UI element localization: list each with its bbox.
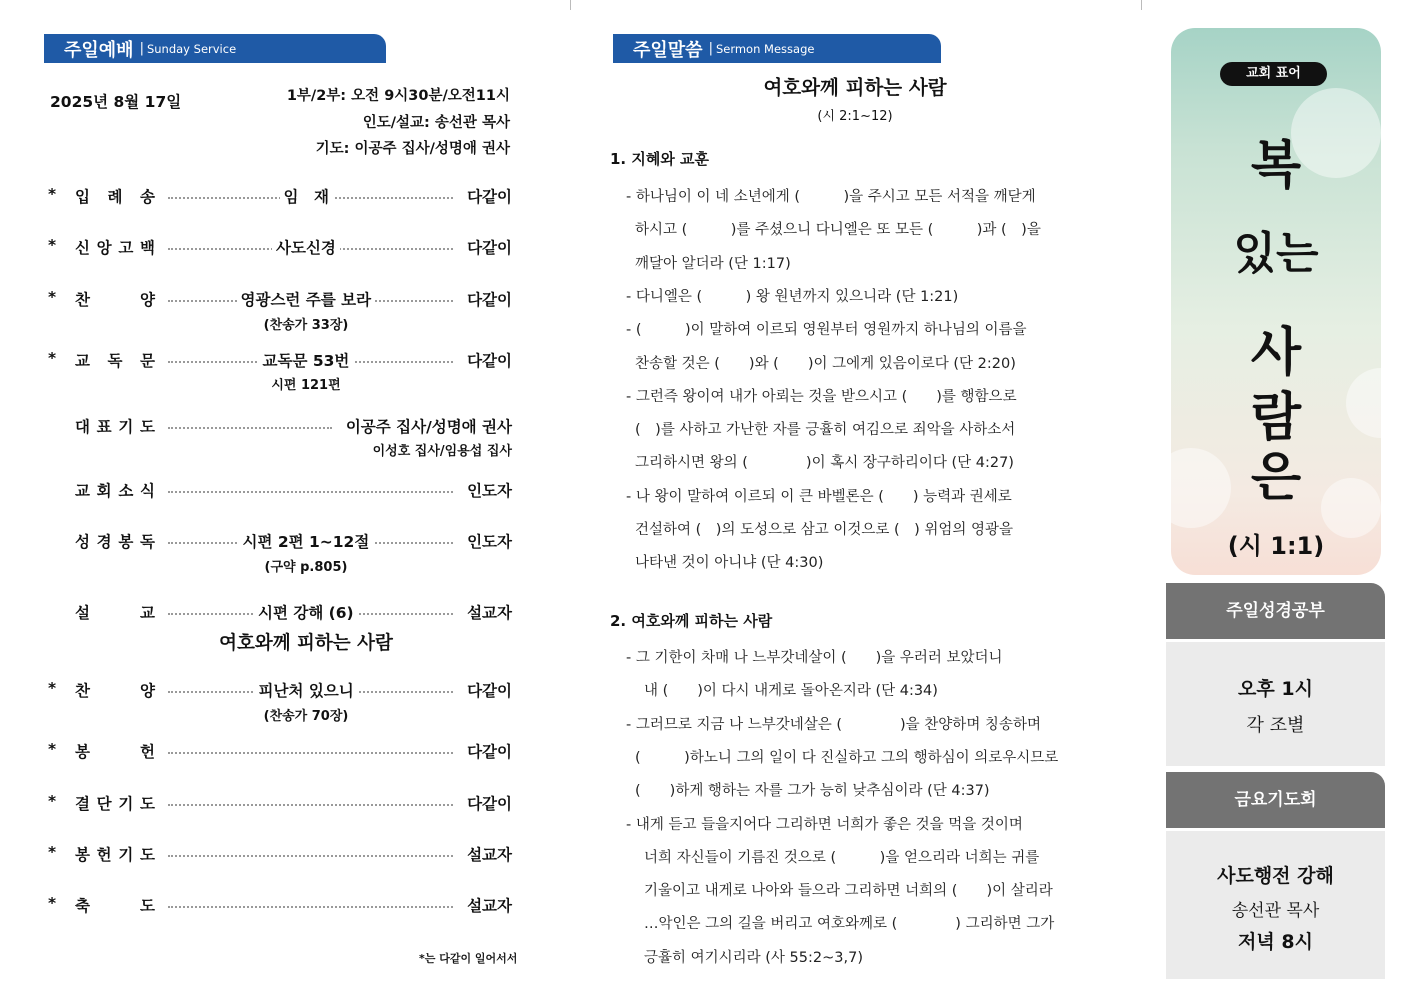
name-char: 양 [140,682,155,700]
bible-study-box [1166,642,1385,766]
name-char: 축 [75,897,90,915]
name-char: 도 [140,897,155,915]
name-char: 찬 [75,682,90,700]
service-item-leader: 인도자 [467,533,512,551]
service-item-name [75,415,155,437]
service-item-note: (찬송가 70장) [263,709,349,724]
service-item-leader: 다같이 [467,188,512,206]
sermon-header-underline [613,61,941,63]
sermon-line: 하시고 ( )를 주셨으니 다니엘은 또 모든 ( )과 ( )을 [635,222,1041,239]
service-item [48,288,512,312]
name-char: 결 [75,795,90,813]
service-item-leader: 다같이 [467,795,512,813]
standing-note: *는 다같이 일어서서 [419,952,518,965]
service-item-name [75,740,155,762]
sermon-reference: (시 2:1~12) [817,109,893,124]
service-header [44,34,386,63]
sermon-line: ( )하게 행하는 자를 그가 능히 낮추심이라 (단 4:37) [635,783,990,800]
sermon-line: - 다니엘은 ( ) 왕 원년까지 있으니라 (단 1:21) [626,288,959,305]
sermon-line: ( )를 사하고 가난한 자를 긍휼히 여김으로 죄악을 사하소서 [635,422,1016,439]
sermon-line: 깨달아 알더라 (단 1:17) [635,255,791,272]
bible-study-detail: 각 조별 [1246,715,1305,736]
standing-marker: * [48,894,57,912]
service-item-note: 시편 121편 [271,378,341,393]
fold-mark-right [1141,0,1142,10]
service-header-title: 주일예배 [64,39,134,61]
service-date: 2025년 8월 17일 [50,93,182,111]
name-char: 입 [75,188,90,206]
bible-study-time: 오후 1시 [1238,678,1313,700]
sermon-line: 너희 자신들이 기름진 것으로 ( )을 얻으리라 너희는 귀를 [644,849,1040,866]
sermon-header-title: 주일말씀 [633,39,703,61]
service-item-leader: 다같이 [467,239,512,257]
friday-prayer-tab: 금요기도회 [1166,772,1385,828]
name-char: 교 [140,604,155,622]
service-item-leader: 인도자 [467,482,512,500]
service-item-name [75,349,155,371]
name-char: 앙 [96,239,112,257]
service-item-leader: 설교자 [467,897,512,915]
standing-marker: * [48,679,57,697]
sermon-header-subtitle: Sermon Message [715,41,815,56]
service-item [48,740,512,764]
service-item-content: 시편 2편 1~12절 [239,530,374,552]
sermon-title: 여호와께 피하는 사람 [763,76,947,99]
service-item [48,349,512,373]
motto-char: 람 [1250,387,1302,448]
service-item-name [75,288,155,310]
name-char: 경 [96,533,112,551]
sermon-title-in-order: 여호와께 피하는 사람 [219,633,393,654]
sermon-section-heading: 1. 지혜와 교훈 [610,150,710,168]
name-char: 도 [140,795,155,813]
service-header-underline [44,61,386,63]
sermon-line: 내 ( )이 다시 내게로 돌아온지라 (단 4:34) [644,683,938,700]
name-char: 송 [140,188,155,206]
service-item-leader: 다같이 [467,743,512,761]
service-item [48,792,512,816]
service-info [200,84,510,164]
service-item-name [75,843,155,865]
service-item-name [75,601,155,623]
friday-time: 저녁 8시 [1238,931,1313,953]
name-char: 회 [96,482,112,500]
sermon-line: 긍휼히 여기시리라 (사 55:2~3,7) [644,949,863,966]
sermon-line: - 그러므로 지금 나 느부갓네살은 ( )을 찬양하며 칭송하며 [626,716,1041,733]
service-leader: 인도/설교: 송선관 목사 [362,115,510,131]
service-item [48,236,512,260]
motto-char: 사 [1250,322,1302,383]
leader-dots [168,804,453,806]
standing-marker: * [48,236,57,254]
friday-topic: 사도행전 강해 [1217,865,1334,887]
service-item-leader: 이공주 집사/성명애 권사 [345,418,512,436]
name-char: 대 [75,418,90,436]
friday-pastor: 송선관 목사 [1231,901,1320,921]
name-char: 표 [96,418,112,436]
name-char: 도 [140,418,155,436]
header-divider: | [708,41,713,56]
standing-marker: * [48,740,57,758]
sermon-line: - ( )이 말하여 이르되 영원부터 영원까지 하나님의 이름을 [626,322,1027,339]
name-char: 식 [140,482,155,500]
service-item [48,894,512,918]
name-char: 찬 [75,291,90,309]
service-item-content: 피난처 있으니 [255,679,358,701]
standing-marker: * [48,843,57,861]
service-item [48,415,512,439]
name-char: 봉 [75,846,90,864]
name-char: 례 [107,188,123,206]
service-item [48,679,512,703]
sermon-line: - 그런즉 왕이여 내가 아뢰는 것을 받으시고 ( )를 행함으로 [626,388,1017,405]
name-char: 백 [140,239,155,257]
service-item-note: (구약 p.805) [264,560,348,575]
name-char: 헌 [96,846,112,864]
leader-dots [168,855,453,857]
service-item-name [75,894,155,916]
sermon-line: ( )하노니 그의 일이 다 진실하고 그의 행하심이 의로우시므로 [635,749,1059,766]
standing-marker: * [48,185,57,203]
leader-dots [168,906,453,908]
sermon-line: - 나 왕이 말하여 이르되 이 큰 바벨론은 ( ) 능력과 권세로 [626,488,1012,505]
sermon-header [613,34,941,63]
service-prayer: 기도: 이공주 집사/성명애 권사 [315,141,510,157]
service-item-name [75,185,155,207]
service-item-content: 시편 강해 (6) [254,601,358,623]
leader-dots [168,752,453,754]
service-item-leader: 다같이 [467,291,512,309]
name-char: 도 [140,846,155,864]
name-char: 양 [140,291,155,309]
sermon-line: - 그 기한이 차매 나 느부갓네살이 ( )을 우러러 보았더니 [626,650,1003,666]
name-char: 기 [118,418,134,436]
bible-study-tab: 주일성경공부 [1166,583,1385,639]
name-char: 봉 [118,533,134,551]
motto-reference: (시 1:1) [1227,532,1325,560]
sermon-section-heading: 2. 여호와께 피하는 사람 [610,612,773,630]
name-char: 고 [118,239,134,257]
friday-prayer-box [1166,831,1385,979]
name-char: 헌 [140,743,155,761]
service-item-content: 영광스런 주를 보라 [237,288,376,310]
sermon-line: - 하나님이 이 네 소년에게 ( )을 주시고 모든 서적을 깨닫게 [626,189,1036,205]
service-item-name [75,679,155,701]
service-item [48,479,512,503]
sermon-line: 찬송할 것은 ( )와 ( )이 그에게 있음이로다 (단 2:20) [635,355,1016,372]
name-char: 문 [140,352,155,370]
service-item-leader: 설교자 [467,604,512,622]
service-item-leader: 설교자 [467,846,512,864]
service-item [48,530,512,554]
service-item-name [75,479,155,501]
service-header-subtitle: Sunday Service [146,41,237,56]
header-divider: | [139,41,144,56]
name-char: 성 [75,533,90,551]
service-time: 1부/2부: 오전 9시30분/오전11시 [286,88,510,104]
service-item-content: 교독문 53번 [259,349,354,371]
motto-char: 복 [1250,135,1302,196]
sermon-line: - 내게 듣고 들을지어다 그리하면 너희가 좋은 것을 먹을 것이며 [626,816,1023,833]
service-item-name [75,236,155,258]
name-char: 설 [75,604,90,622]
service-item [48,601,512,625]
name-char: 독 [140,533,155,551]
service-item-content: 사도신경 [272,236,340,258]
service-item-name [75,530,155,552]
leader-dots [168,491,453,493]
name-char: 기 [118,795,134,813]
service-item-note: 이성호 집사/임용섭 집사 [372,444,512,459]
service-item [48,185,512,209]
sermon-line: 기울이고 내게로 나아와 들으라 그리하면 너희의 ( )이 살리라 [644,883,1053,900]
name-char: 소 [118,482,134,500]
name-char: 신 [75,239,90,257]
service-item-leader: 다같이 [467,352,512,370]
standing-marker: * [48,349,57,367]
sermon-line: 그리하시면 왕의 ( )이 혹시 장구하리이다 (단 4:27) [635,455,1014,472]
motto-char: 있는 [1233,228,1319,279]
name-char: 교 [75,352,90,370]
motto-char: 은 [1250,447,1302,508]
standing-marker: * [48,792,57,810]
service-item-leader: 다같이 [467,682,512,700]
fold-mark-left [570,0,571,10]
leader-dots [168,427,332,429]
sermon-line: 건설하여 ( )의 도성으로 삼고 이것으로 ( ) 위엄의 영광을 [635,522,1014,538]
motto-card [1171,28,1381,575]
name-char: 기 [118,846,134,864]
service-item-content: 임 재 [280,185,333,207]
service-item-name [75,792,155,814]
name-char: 단 [96,795,112,813]
service-item-note: (찬송가 33장) [263,318,349,333]
motto-tag: 교회 표어 [1220,62,1327,86]
name-char: 독 [107,352,123,370]
name-char: 교 [75,482,90,500]
name-char: 봉 [75,743,90,761]
sermon-line: 나타낸 것이 아니냐 (단 4:30) [635,555,824,572]
standing-marker: * [48,288,57,306]
service-item [48,843,512,867]
sermon-line: …악인은 그의 길을 버리고 여호와께로 ( ) 그리하면 그가 [644,916,1055,933]
